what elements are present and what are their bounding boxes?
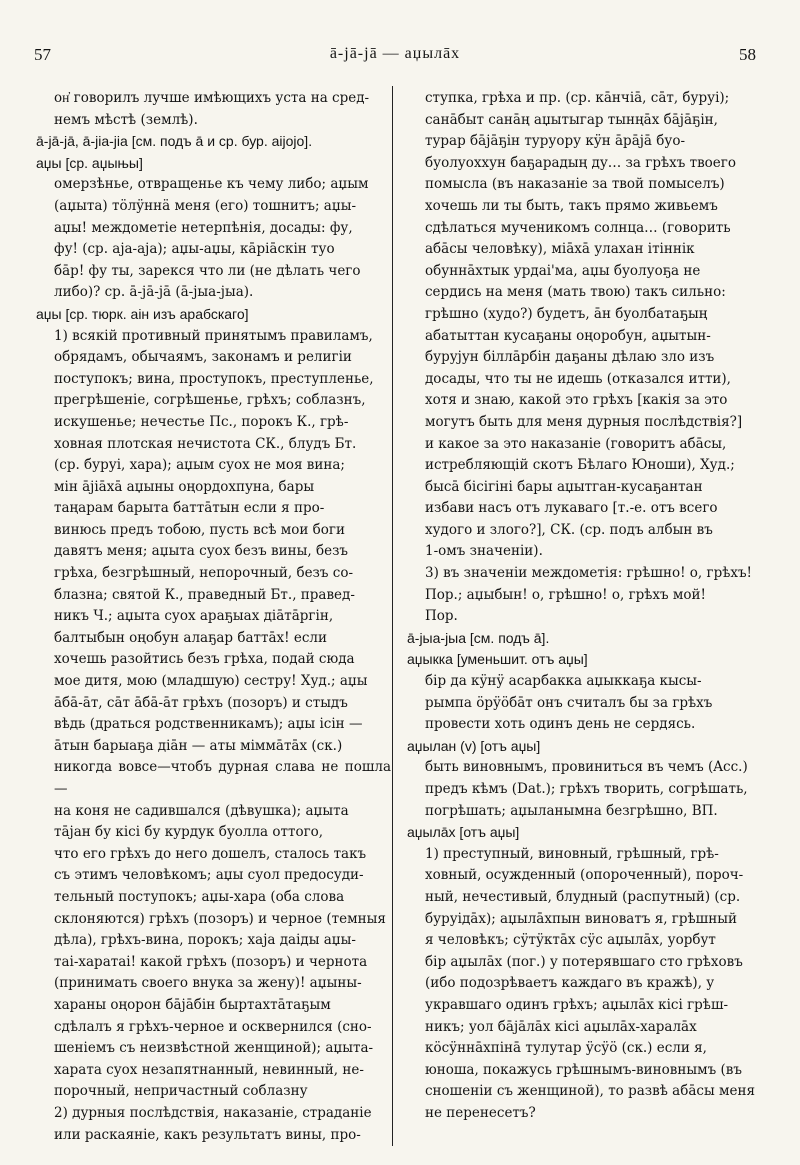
entry-text-line: тāјан бу кiсi бу курдук буолла оттого, (54, 824, 324, 841)
entry-text-line: на коня не садившался (дѣвушка); аџыта (54, 802, 349, 819)
entry-text-line: досады, что ты не идешь (отказался итти), (425, 370, 731, 387)
entry-text-line: искушенье; нечестье Пс., порокъ К., грѣ- (54, 413, 349, 430)
entry-text-line: сдѣлалъ я грѣхъ-черное и осквернился (сно- (54, 1018, 372, 1035)
entry-text-line: никъ Ч.; аџыта суох араҕыах дiāтāргiн, (54, 608, 334, 625)
entry-text-line: никогда вовсе—чтобъ дурная слава не пошла— (54, 759, 391, 797)
column-divider (392, 86, 393, 1146)
entry-text-line: бiр да кӱнӱ асарбакка аџыккаҕа кысы- (425, 673, 702, 690)
entry-text-line: Пор. (425, 608, 458, 625)
entry-text-line: истребляющій скотъ Бѣлаго Юноши), Худ.; (425, 457, 735, 474)
entry-text-line: съ этимъ человѣкомъ; аџы суол предосуди- (54, 867, 364, 884)
entry-text-line: турар бāјāҕiн туруору кӱн āрāјā буо- (425, 133, 686, 150)
left-column (36, 88, 391, 1146)
entry-text-line: юноша, покажусь грѣшнымъ-виновнымъ (въ (425, 1061, 742, 1078)
entry-text-line: прегрѣшеніе, согрѣшенье, грѣхъ; соблазнъ, (54, 392, 366, 409)
entry-text-line: таi-харатаi! какой грѣхъ (позоръ) и чернота (54, 953, 368, 970)
entry-text-line: мiн ājiāxā аџыны оңордохпуна, бары (54, 478, 315, 495)
entry-text-line: сношеніи съ женщиной), то развѣ абāсы меня (425, 1083, 755, 1100)
running-title: ā-jā-jā — аџылāх (329, 45, 461, 62)
entry-text-line: санāбыт санāң аџытыгар тынңāх бāјāҕiн, (425, 111, 718, 128)
entry-text-line: давятъ меня; аџыта суох безъ вины, безъ (54, 543, 349, 560)
entry-text-line: мое дитя, мою (младшую) сестру! Худ.; аџы (54, 673, 368, 690)
entry-text-line: ховный, осужденный (опороченный), пороч- (425, 867, 744, 884)
entry-text-line: и какое за это наказаніе (говоритъ абāсы, (425, 435, 727, 452)
entry-text-line: бысā бiсiгiнi бары аџытган-кусаҕантан (425, 478, 703, 495)
entry-text-line: обуннāхтык урдаi'ма, аџы буолуоҕа не (425, 262, 701, 279)
right-page-number: 58 (739, 45, 756, 64)
entry-text-line: (аџыта) тӧлӱннӓ меня (его) тошнитъ; аџы- (54, 197, 357, 214)
entry-text-line: (ибо подозрѣваетъ каждаго въ кражѣ), у (425, 975, 715, 992)
entry-text-line: рымпа ӧрӱӧбāт онъ считалъ бы за грѣхъ (425, 694, 713, 711)
entry-text-line: абāсы человѣку), мiāхā улахан iтiннiк (425, 241, 695, 258)
entry-text-line: аџы! междометіе нетерпѣнія, досады: фу, (54, 219, 353, 236)
entry-text-line: абатыттан кусаҕаны оңоробун, аџытын- (425, 327, 711, 344)
entry-text-line: харата суох незапятнанный, невинный, не- (54, 1061, 364, 1078)
right-column (407, 88, 759, 1125)
entry-text-line: буруiдāх); аџылāхпын виноватъ я, грѣшный (425, 910, 737, 927)
entry-headword-line: ā-jыа-jыа [см. подъ ā]. (407, 629, 550, 646)
entry-text-line: погрѣшать; аџыланымна безгрѣшно, ВП. (425, 802, 718, 819)
entry-text-line: хочешь разойтись безъ грѣха, подай сюда (54, 651, 355, 668)
entry-text-line: Пор.; аџыбын! о, грѣшно! о, грѣхъ мой! (425, 586, 706, 603)
entry-text-line: 2) дурныя послѣдствія, наказаніе, страданіе (54, 1104, 372, 1121)
page-header (34, 45, 756, 75)
entry-text-line: сдѣлаться мученикомъ солнца… (говорить (425, 219, 731, 236)
entry-text-line: фу! (ср. аја-аја); аџы-аџы, кāрiāскiн туо (54, 241, 335, 258)
entry-headword-line: аџыкка [уменьшит. отъ аџы] (407, 651, 588, 668)
entry-headword-line: аџы [ср. тюрк. аiн изъ арабскаго] (36, 305, 249, 322)
entry-text-line: обрядамъ, обычаямъ, законамъ и религіи (54, 349, 352, 366)
entry-text-line: ховная плотская нечистота СК., блудъ Бт. (54, 435, 357, 452)
entry-text-line: худого и злого?], СК. (ср. подъ албын въ (425, 521, 713, 538)
entry-text-line: тельный поступокъ; аџы-хара (оба слова (54, 888, 345, 905)
entry-text-line: 1) преступный, виновный, грѣшный, грѣ- (425, 845, 719, 862)
entry-text-line: буолуоххун баҕарадың ду… за грѣхъ твоего (425, 154, 736, 171)
entry-text-line: таңарам барыта баттāтын если я про- (54, 500, 325, 517)
entry-text-line: (принимать своего внука за жену)! аџыны- (54, 975, 362, 992)
entry-text-line: порочный, непричастный соблазну (54, 1083, 308, 1100)
entry-text-line: провести хоть одинъ день не сердясь. (425, 716, 696, 733)
entry-text-line: что его грѣхъ до него дошелъ, сталось такъ (54, 845, 367, 862)
entry-text-line: балтыбын оңобун алаҕар баттāх! если (54, 629, 327, 646)
entry-headword-line: ā-jā-jā, ā-jiа-jiа [см. подъ ā и ср. бур. аijojo]. (36, 133, 313, 150)
entry-text-line: грѣха, безгрѣшный, непорочный, безъ со- (54, 565, 354, 582)
entry-headword-line: аџылāх [отъ аџы] (407, 824, 520, 841)
entry-text-line: могутъ быть для меня дурныя послѣдствія?] (425, 413, 743, 430)
entry-text-line: āбā-āт, сāт āбā-āт грѣхъ (позоръ) и стыдъ (54, 694, 348, 711)
entry-text-line: немъ мѣстѣ (землѣ). (54, 111, 198, 128)
entry-text-line: он҆ говорилъ лучше имѣющихъ уста на сред- (54, 90, 370, 106)
entry-text-line: хараны оңорон бāјāбiн быртахтāтаҕым (54, 996, 331, 1013)
entry-text-line: кӧсӱннāхпiнā тулутар ӱсӱӧ (ск.) если я, (425, 1040, 707, 1057)
entry-text-line: укравшаго одинъ грѣхъ; аџылāх кiсi грѣш- (425, 996, 729, 1013)
entry-text-line: либо)? ср. ā-jā-jā (ā-jыа-jыа). (54, 284, 254, 301)
entry-text-line: ный, нечестивый, блудный (распутный) (ср. (425, 888, 741, 905)
entry-text-line: избави насъ отъ лукаваго [т.-е. отъ всего (425, 500, 718, 517)
entry-text-line: (ср. буруi, хара); аџым суох не моя вина; (54, 457, 345, 474)
entry-text-line: склоняются) грѣхъ (позоръ) и черное (темныя (54, 910, 386, 927)
entry-text-line: предъ кѣмъ (Dat.); грѣхъ творить, согрѣшать, (425, 781, 748, 797)
entry-text-line: хочешь ли ты быть, такъ прямо живьемъ (425, 197, 718, 214)
entry-text-line: винюсь предъ тобою, пусть всѣ мои боги (54, 521, 346, 538)
entry-text-line: ступка, грѣха и пр. (ср. кāнчiā, сāт, буруi); (425, 90, 730, 106)
entry-text-line: поступокъ; вина, проступокъ, преступленье, (54, 370, 374, 387)
entry-text-line: блазна; святой К., праведный Бт., правед- (54, 586, 355, 603)
entry-text-line: бiр аџылāх (пог.) у потерявшаго сто грѣховъ (425, 953, 743, 970)
entry-text-line: быть виновнымъ, провиниться въ чемъ (Acc.) (425, 759, 748, 776)
left-page-number: 57 (34, 45, 51, 64)
entry-text-line: никъ; уол бāјāлāх кiсi аџылāх-харалāх (425, 1018, 697, 1035)
entry-text-line: я человѣкъ; сӱтӱктāх сӱс аџылāх, уорбут (425, 932, 716, 949)
entry-headword-line: аџы [ср. аџыњы] (36, 154, 143, 171)
entry-text-line: дѣла), грѣхъ-вина, порокъ; хаја даiды аџы- (54, 932, 356, 949)
entry-text-line: 1-омъ значеніи). (425, 543, 543, 560)
entry-headword-line: аџылан (v) [отъ аџы] (407, 737, 541, 754)
entry-text-line: грѣшно (худо?) будетъ, āн буолбатаҕың (425, 305, 708, 322)
entry-text-line: бурујун бiллāрбiн даҕаны дѣлаю зло изъ (425, 349, 715, 366)
entry-text-line: хотя и знаю, какой это грѣхъ [какія за это (425, 392, 728, 409)
entry-text-line: āтын барыаҕа дiāн — аты мiммāтāх (ск.) (54, 737, 343, 754)
entry-text-line: шеніемъ съ неизвѣстной женщиной); аџыта- (54, 1040, 374, 1057)
entry-text-line: вѣдь (драться родственникамъ); аџы iсiн — (54, 716, 363, 733)
entry-text-line: бāр! фу ты, зарекся что ли (не дѣлать чего (54, 262, 361, 279)
entry-text-line: не перенесетъ? (425, 1104, 536, 1121)
entry-text-line: помысла (въ наказаніе за твой помыселъ) (425, 176, 725, 193)
entry-text-line: омерзѣнье, отвращенье къ чему либо; аџым (54, 176, 369, 193)
entry-text-line: 1) всякій противный принятымъ правиламъ, (54, 327, 373, 344)
entry-text-line: 3) въ значеніи междометія: грѣшно! о, грѣхъ! (425, 565, 752, 582)
entry-text-line: сердись на меня (мать твою) такъ сильно: (425, 284, 726, 301)
entry-text-line: или раскаяніе, какъ результатъ вины, про- (54, 1126, 361, 1143)
